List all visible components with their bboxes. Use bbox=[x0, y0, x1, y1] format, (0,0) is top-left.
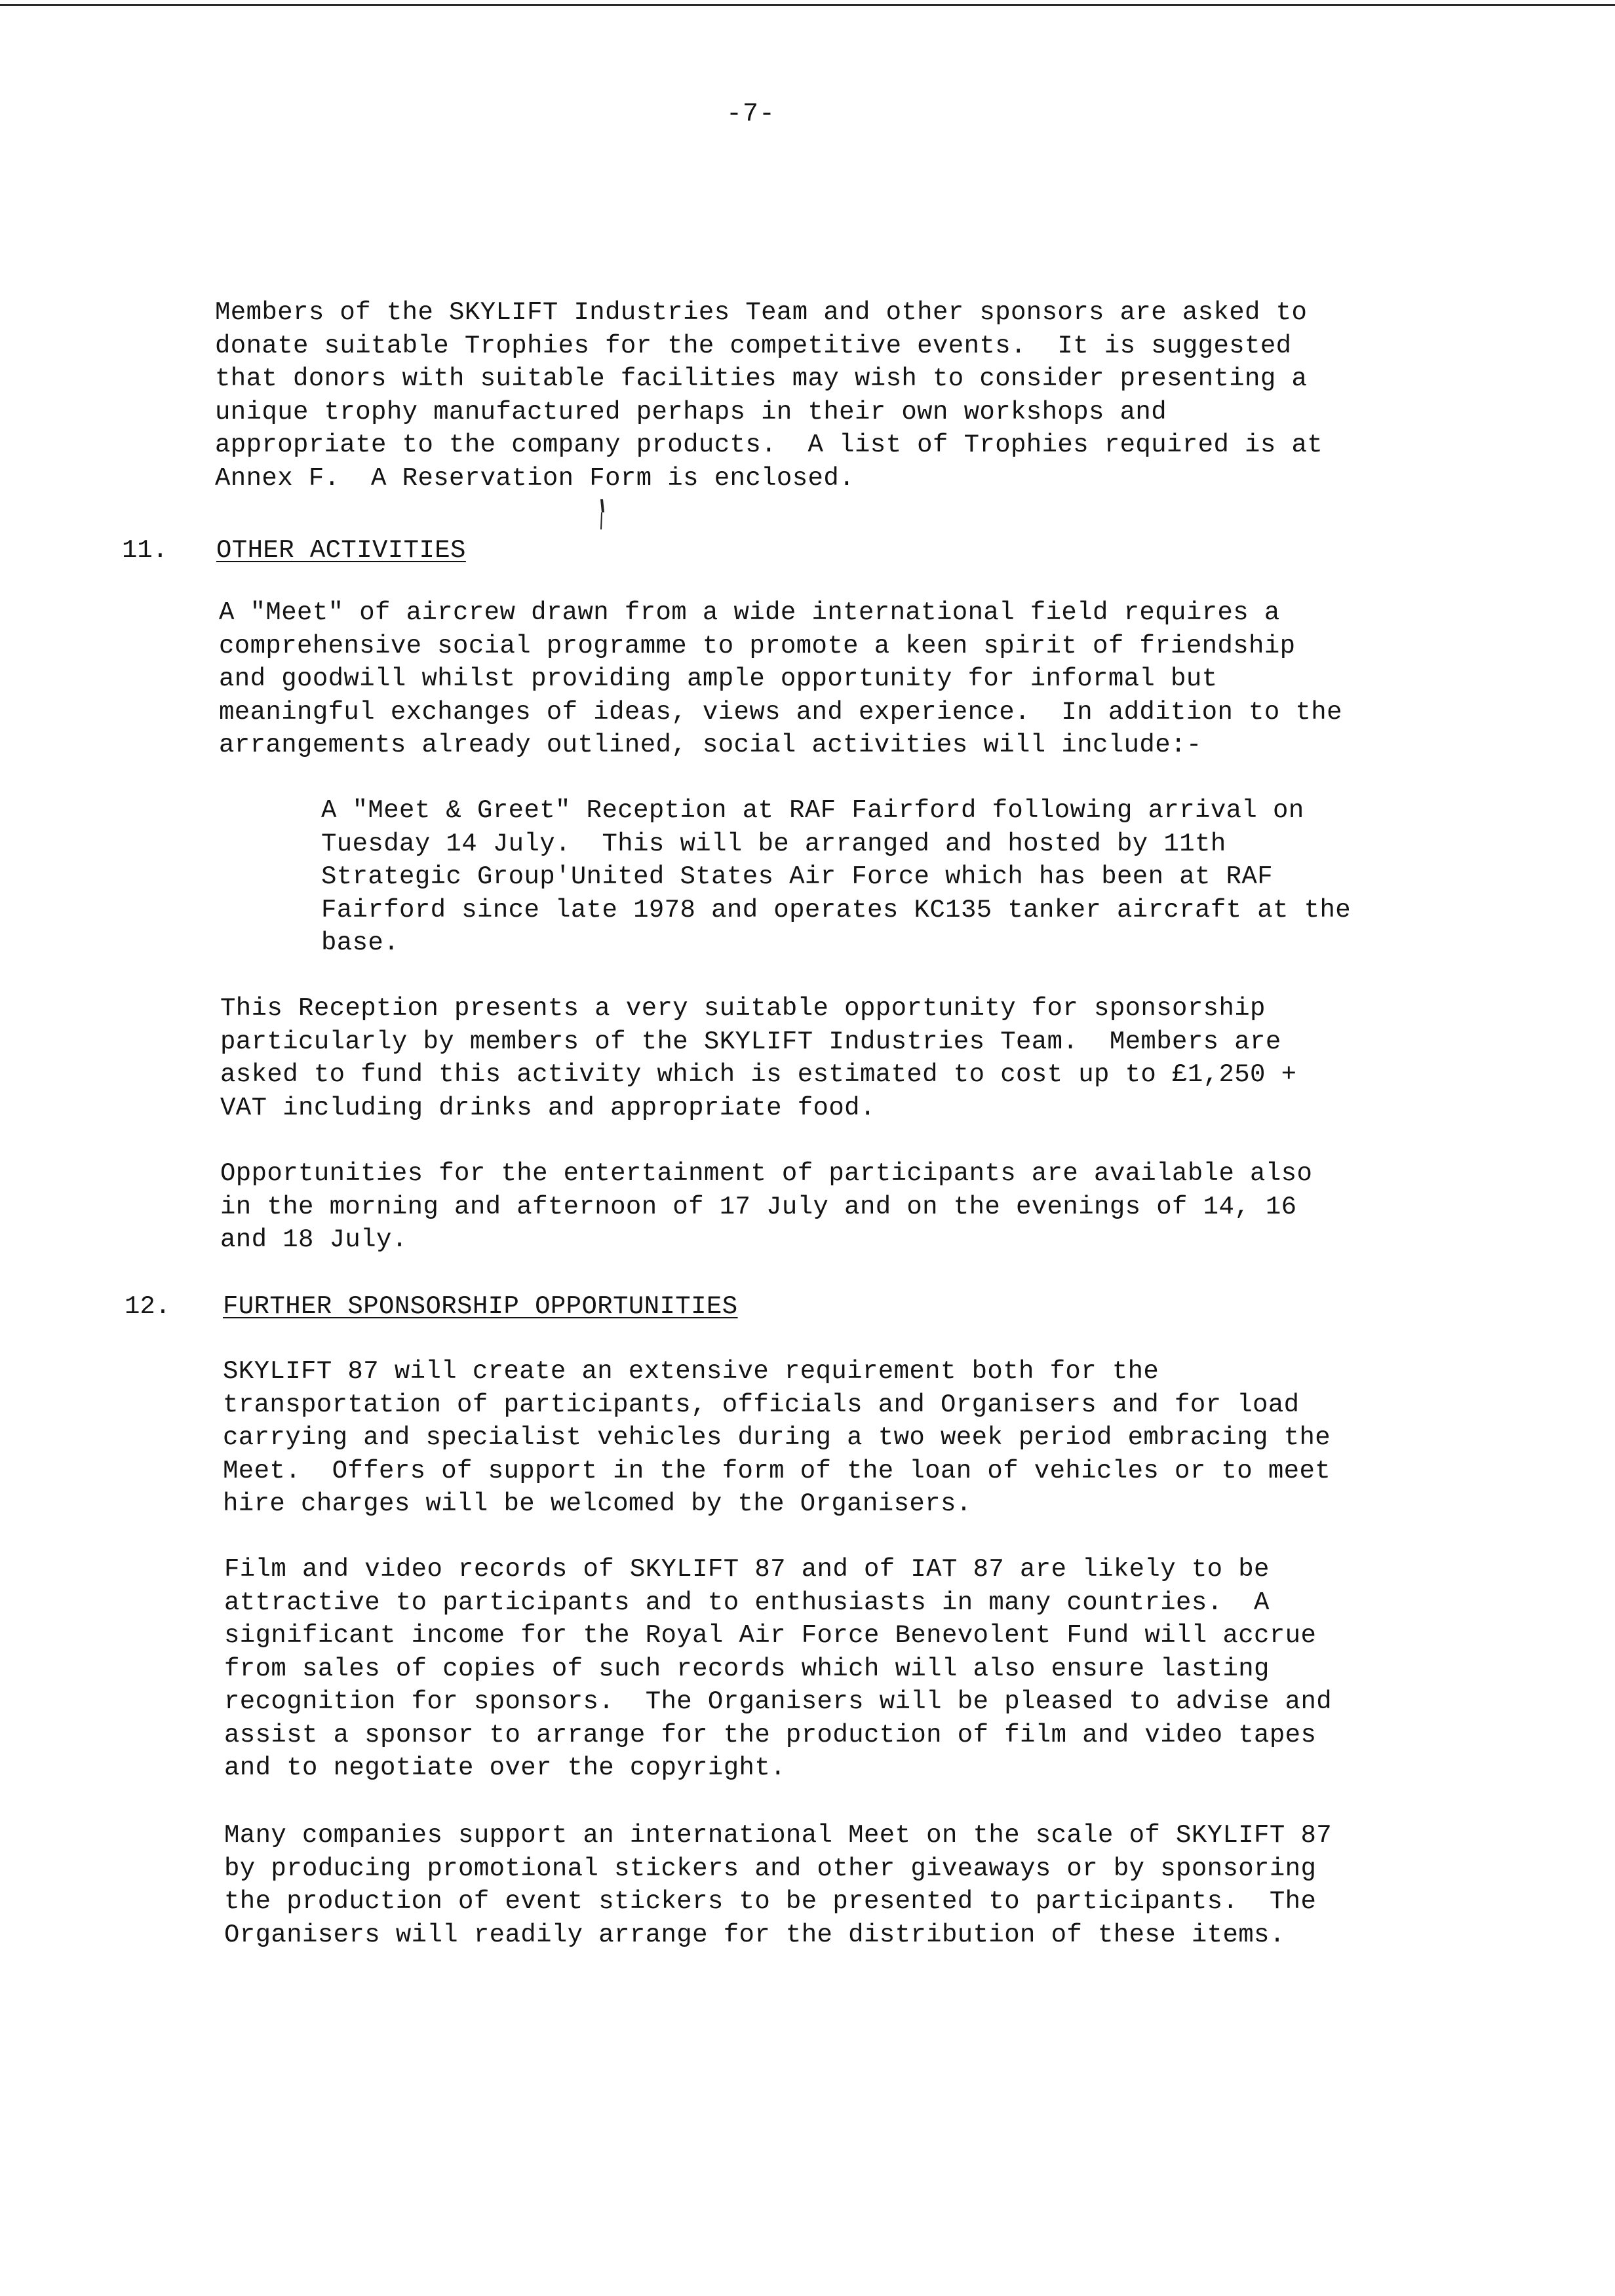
section-12-paragraph-1: SKYLIFT 87 will create an extensive requirement both for the transportation of participants, officials and Organisers and for load carrying and specialist vehicles during a two week period embracing the Meet. Offers of support in the form of the loan of vehicles or to meet hire charges will be welcomed by the Organisers. bbox=[223, 1357, 1331, 1518]
ink-mark bbox=[594, 498, 608, 531]
section-11-paragraph-2: This Reception presents a very suitable opportunity for sponsorship particularly by members of the SKYLIFT Industries Team. Members are asked to fund this activity which is estimated to cost up to £1,250 + VAT including drinks and appropriate food. bbox=[220, 994, 1297, 1122]
section-12-paragraph-3: Many companies support an international Meet on the scale of SKYLIFT 87 by producing promotional stickers and other giveaways or by sponsoring the production of event stickers to be presented to participants. The Organisers will readily arrange for the distribution of these items. bbox=[224, 1821, 1333, 1949]
section-12-number: 12. bbox=[125, 1292, 171, 1321]
section-12-paragraph-2: Film and video records of SKYLIFT 87 and of IAT 87 are likely to be attractive to participants and to enthusiasts in many countries. A significant income for the Royal Air Force Benevolent Fund will accrue from sales of copies of such records which will also ensure lasting recognition for sponsors. The Organisers will be pleased to advise and assist a sponsor to arrange for the production of film and video tapes and to negotiate over the copyright. bbox=[224, 1555, 1333, 1782]
section-11-paragraph-1: A "Meet" of aircrew drawn from a wide international field requires a comprehensive social programme to promote a keen spirit of friendship and goodwill whilst providing ample opportunity for informal but meaningful exchanges of ideas, views and experience. In addition to the arrangements already outlined, social activities will include:- bbox=[219, 598, 1342, 759]
page-number: -7- bbox=[726, 100, 776, 129]
section-11-indented-paragraph: A "Meet & Greet" Reception at RAF Fairford following arrival on Tuesday 14 July. This will be arranged and hosted by 11th Strategic Group'United States Air Force which has been at RAF Fairford since late 1978 and operates KC135 tanker aircraft at the base. bbox=[321, 796, 1352, 957]
section-11-paragraph-3: Opportunities for the entertainment of participants are available also in the morning and afternoon of 17 July and on the evenings of 14, 16 and 18 July. bbox=[220, 1159, 1313, 1254]
section-11-title: OTHER ACTIVITIES bbox=[216, 536, 466, 565]
section-11-number: 11. bbox=[122, 536, 168, 565]
section-12-title: FURTHER SPONSORSHIP OPPORTUNITIES bbox=[223, 1292, 738, 1321]
intro-paragraph: Members of the SKYLIFT Industries Team and other sponsors are asked to donate suitable Trophies for the competitive events. It is suggested that donors with suitable facilities may wish to consider presenting a unique trophy manufactured perhaps in their own workshops and appropriate to the company products. A list of Trophies required is at Annex F. A Reservation Form is enclosed. bbox=[215, 298, 1323, 493]
top-rule bbox=[0, 4, 1615, 6]
